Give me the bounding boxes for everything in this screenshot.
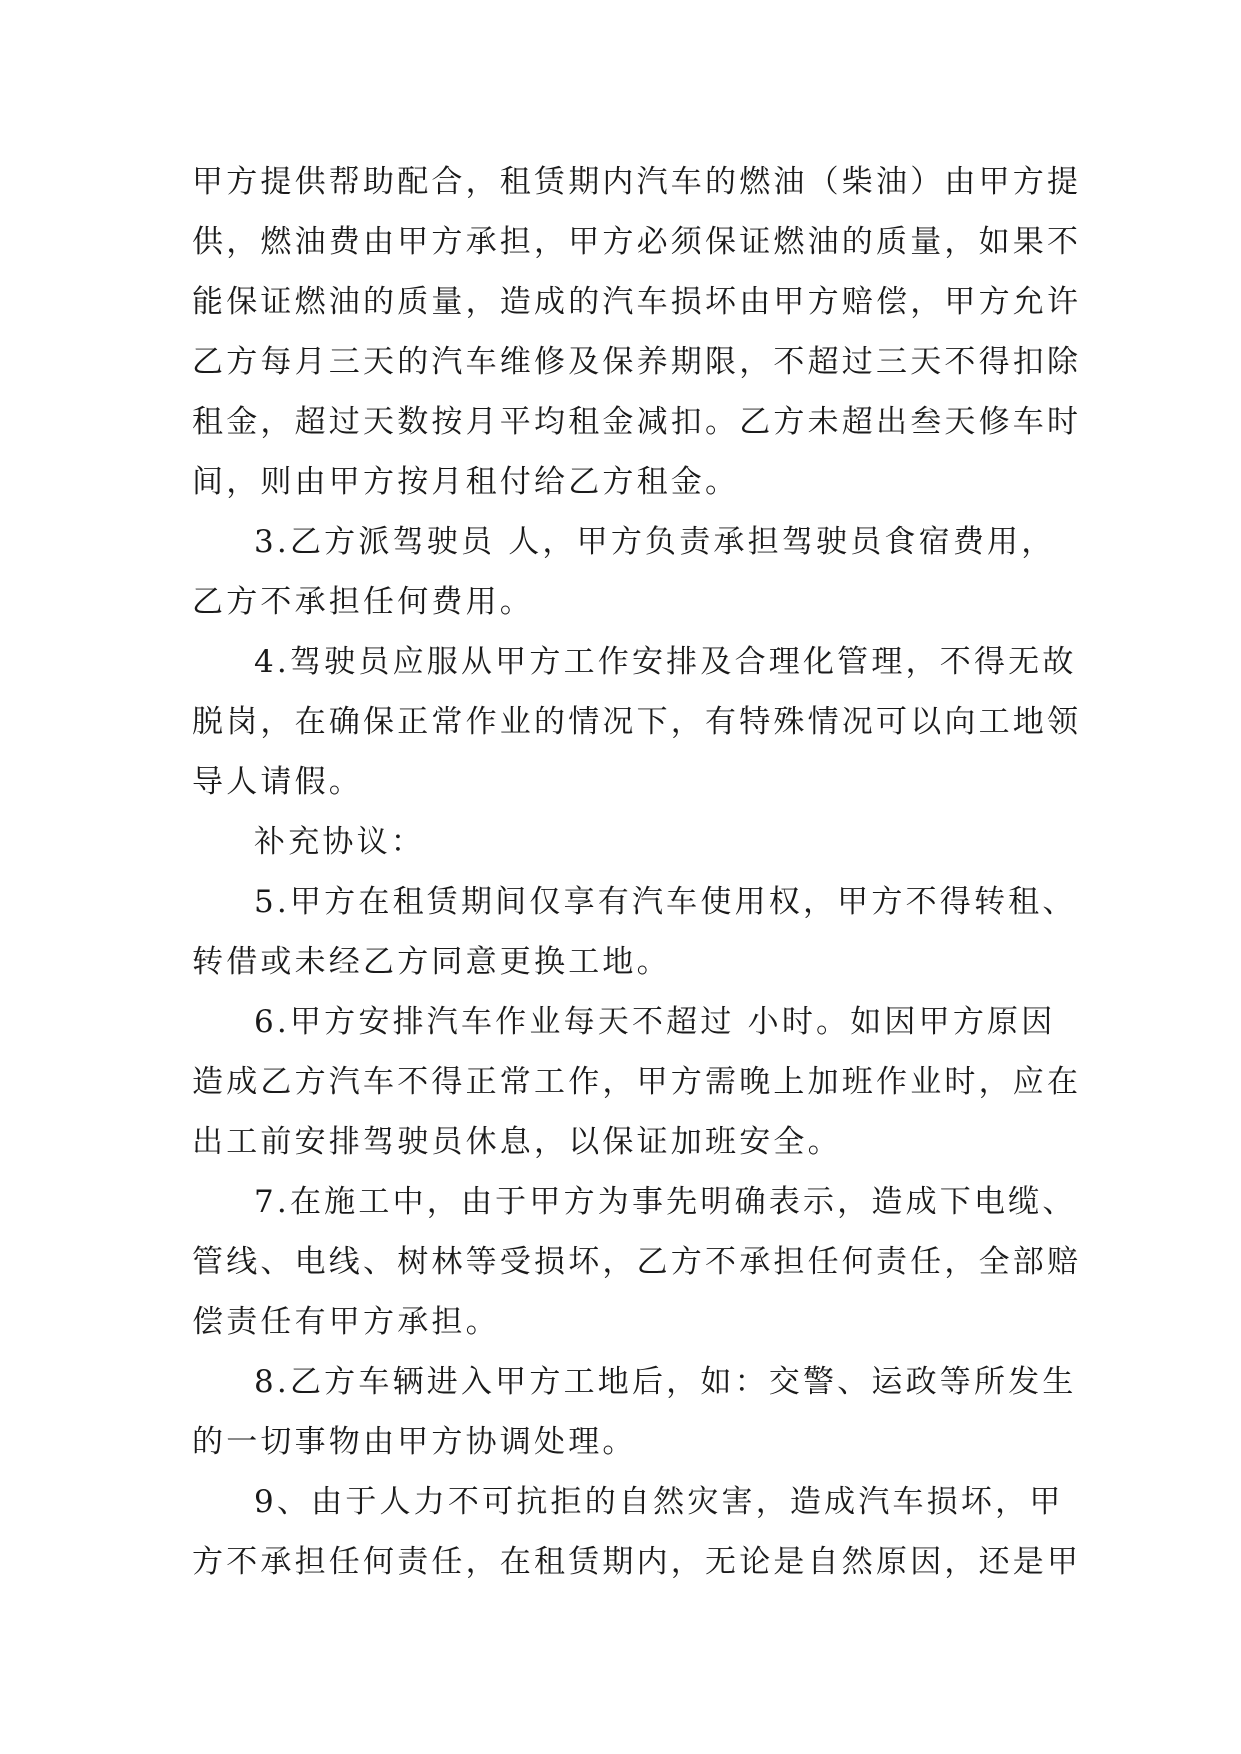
text-line: 转借或未经乙方同意更换工地。	[192, 944, 671, 980]
text-line: 方不承担任何责任，在租赁期内，无论是自然原因，还是甲	[192, 1544, 1082, 1580]
supplementary-heading: 补充协议：	[254, 824, 425, 860]
text-line: 导人请假。	[192, 764, 363, 800]
text-line: 的一切事物由甲方协调处理。	[192, 1424, 637, 1460]
clause-5: 5.甲方在租赁期间仅享有汽车使用权，甲方不得转租、	[254, 884, 1077, 920]
clause-3: 3.乙方派驾驶员 人，甲方负责承担驾驶员食宿费用，	[254, 524, 1056, 560]
document-body	[192, 152, 1082, 1592]
clause-6: 6.甲方安排汽车作业每天不超过 小时。如因甲方原因	[254, 1004, 1056, 1040]
clause-9: 9、由于人力不可抗拒的自然灾害，造成汽车损坏，甲	[254, 1484, 1064, 1520]
text-line: 造成乙方汽车不得正常工作，甲方需晚上加班作业时，应在	[192, 1064, 1082, 1100]
clause-8: 8.乙方车辆进入甲方工地后，如：交警、运政等所发生	[254, 1364, 1077, 1400]
text-line: 乙方不承担任何费用。	[192, 584, 534, 620]
text-line: 管线、电线、树林等受损坏，乙方不承担任何责任，全部赔	[192, 1244, 1082, 1280]
text-line: 甲方提供帮助配合，租赁期内汽车的燃油（柴油）由甲方提	[192, 164, 1082, 200]
text-line: 供，燃油费由甲方承担，甲方必须保证燃油的质量，如果不	[192, 224, 1082, 260]
text-line: 脱岗，在确保正常作业的情况下，有特殊情况可以向工地领	[192, 704, 1082, 740]
text-line: 能保证燃油的质量，造成的汽车损坏由甲方赔偿，甲方允许	[192, 284, 1082, 320]
text-line: 出工前安排驾驶员休息，以保证加班安全。	[192, 1124, 842, 1160]
text-line: 租金，超过天数按月平均租金减扣。乙方未超出叁天修车时	[192, 404, 1082, 440]
text-line: 间，则由甲方按月租付给乙方租金。	[192, 464, 740, 500]
clause-4: 4.驾驶员应服从甲方工作安排及合理化管理，不得无故	[254, 644, 1077, 680]
text-line: 偿责任有甲方承担。	[192, 1304, 500, 1340]
clause-7: 7.在施工中，由于甲方为事先明确表示，造成下电缆、	[254, 1184, 1077, 1220]
text-line: 乙方每月三天的汽车维修及保养期限，不超过三天不得扣除	[192, 344, 1082, 380]
